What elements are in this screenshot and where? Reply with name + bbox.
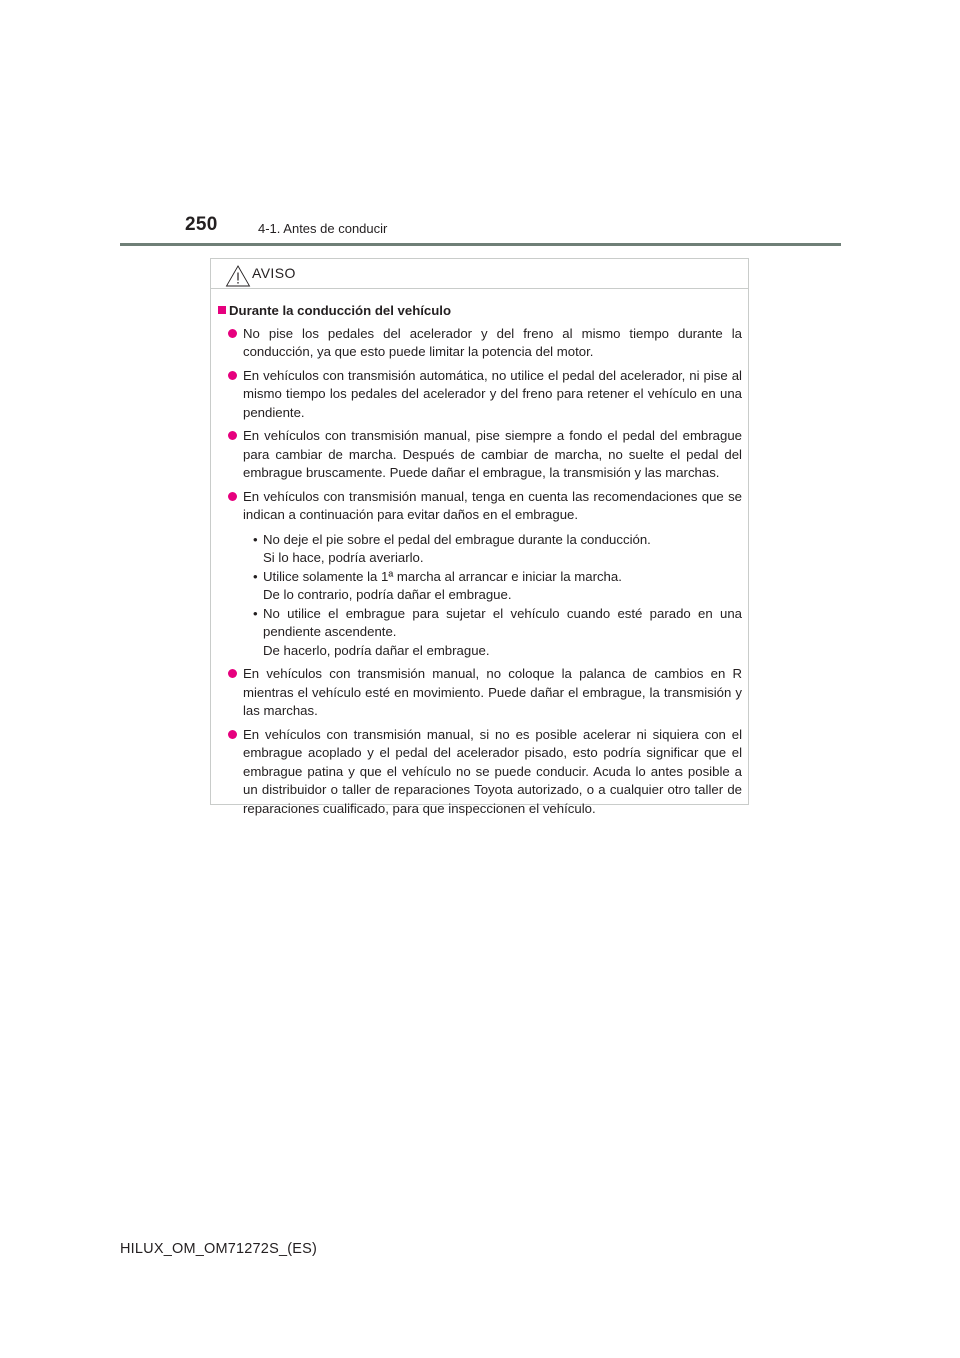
warning-header [211, 259, 748, 289]
sub-item: • Utilice solamente la 1ª marcha al arrancar e iniciar la marcha. De lo contrario, podría dañar el embrague. [253, 568, 622, 602]
warning-title: AVISO [252, 265, 296, 281]
warning-triangle-icon [225, 264, 251, 288]
dot-marker: • [253, 531, 258, 547]
bullet-dot-icon [228, 730, 237, 739]
bullet-dot-icon [228, 492, 237, 501]
dot-marker: • [253, 568, 258, 584]
warning-item: En vehículos con transmisión manual, si no es posible acelerar ni siquiera con el embrague acoplado y el pedal del acelerador pisado, esto podría significar que el embrague patina y que el vehículo no se puede conducir. Acuda lo antes posible a un distribuidor o taller de reparaciones Toyota autorizado, o a cualquier otro taller de reparaciones cualificado, para que inspeccionen el vehículo. [217, 726, 742, 819]
dot-marker: • [253, 605, 258, 621]
bullet-dot-icon [228, 371, 237, 380]
warning-item: No pise los pedales del acelerador y del freno al mismo tiempo durante la conducción, ya que esto puede limitar la potencia del motor. [217, 325, 742, 362]
sub-item: • No utilice el embrague para sujetar el vehículo cuando esté parado en una pendiente ascendente. De hacerlo, podría dañar el embrague. [253, 605, 742, 658]
warning-item: En vehículos con transmisión manual, pise siempre a fondo el pedal del embrague para cambiar de marcha. Después de cambiar de marcha, no suelte el pedal del embrague bruscamente. Puede dañar el embrague, la transmisión y las marchas. [217, 427, 742, 483]
warning-item: En vehículos con transmisión manual, tenga en cuenta las recomendaciones que se indican a continuación para evitar daños en el embrague. • No deje el pie sobre el pedal del embrague durante la conducción. Si lo hace, podría averiarlo. • Utilice solamente la 1ª marcha al arrancar e iniciar la marcha. De lo contrario, podría dañar el embrague. • No utilice el embrague para sujetar el vehículo cuando esté parado en una pendiente ascendente. De hacerlo, podría dañar el embrague. [217, 488, 742, 661]
bullet-dot-icon [228, 431, 237, 440]
section-title: 4-1. Antes de conducir [258, 221, 388, 236]
bullet-dot-icon [228, 669, 237, 678]
warning-subheading: Durante la conducción del vehículo [217, 302, 742, 321]
warning-item: En vehículos con transmisión automática, no utilice el pedal del acelerador, ni pise al mismo tiempo los pedales del acelerador y del freno para retener el vehículo en una pendiente. [217, 367, 742, 423]
header-divider [120, 243, 841, 246]
bullet-dot-icon [228, 329, 237, 338]
warning-box [210, 258, 749, 816]
document-code: HILUX_OM_OM71272S_(ES) [120, 1241, 318, 1257]
sub-item: • No deje el pie sobre el pedal del embrague durante la conducción. Si lo hace, podría averiarlo. [253, 531, 651, 565]
warning-body [211, 289, 748, 818]
page-number: 250 [185, 214, 218, 235]
clutch-recommendations [217, 531, 742, 661]
warning-item: En vehículos con transmisión manual, no coloque la palanca de cambios en R mientras el vehículo esté en movimiento. Puede dañar el embrague, la transmisión y las marchas. [217, 665, 742, 721]
square-bullet-icon [218, 306, 226, 314]
